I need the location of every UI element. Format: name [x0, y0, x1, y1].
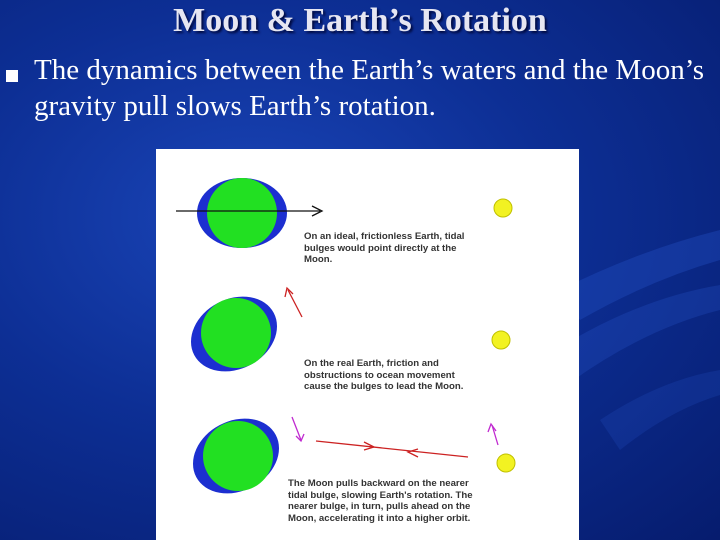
caption-ideal-earth: On an ideal, frictionless Earth, tidal bulges would point directly at the Moon. — [304, 231, 465, 265]
red-pull-line — [316, 441, 468, 457]
caption-real-earth: On the real Earth, friction and obstructions to ocean movement cause the bulges to lead the Moon. — [304, 358, 464, 392]
caption-moon-pull: The Moon pulls backward on the nearer tidal bulge, slowing Earth's rotation. The nearer bulge, in turn, pulls ahead on the Moon, accelerating it into a higher orbit. — [288, 478, 473, 524]
earth-panel-2 — [178, 282, 302, 386]
earth-panel-1 — [176, 178, 322, 248]
moon-1 — [494, 199, 512, 217]
earth-2 — [201, 298, 271, 368]
purple-arrow-moon — [492, 425, 498, 445]
tidal-bulge-diagram — [156, 149, 579, 540]
moon-3 — [497, 454, 515, 472]
bullet-square-icon — [6, 70, 18, 82]
purple-arrowhead-up-icon — [488, 424, 496, 432]
earth-1 — [207, 178, 277, 248]
red-arrow-2 — [288, 290, 302, 317]
earth-3 — [203, 421, 273, 491]
moon-2 — [492, 331, 510, 349]
bullet-text: The dynamics between the Earth’s waters and the Moon’s gravity pull slows Earth’s rotation. — [34, 54, 705, 122]
slide-title: Moon & Earth’s Rotation — [173, 2, 547, 39]
